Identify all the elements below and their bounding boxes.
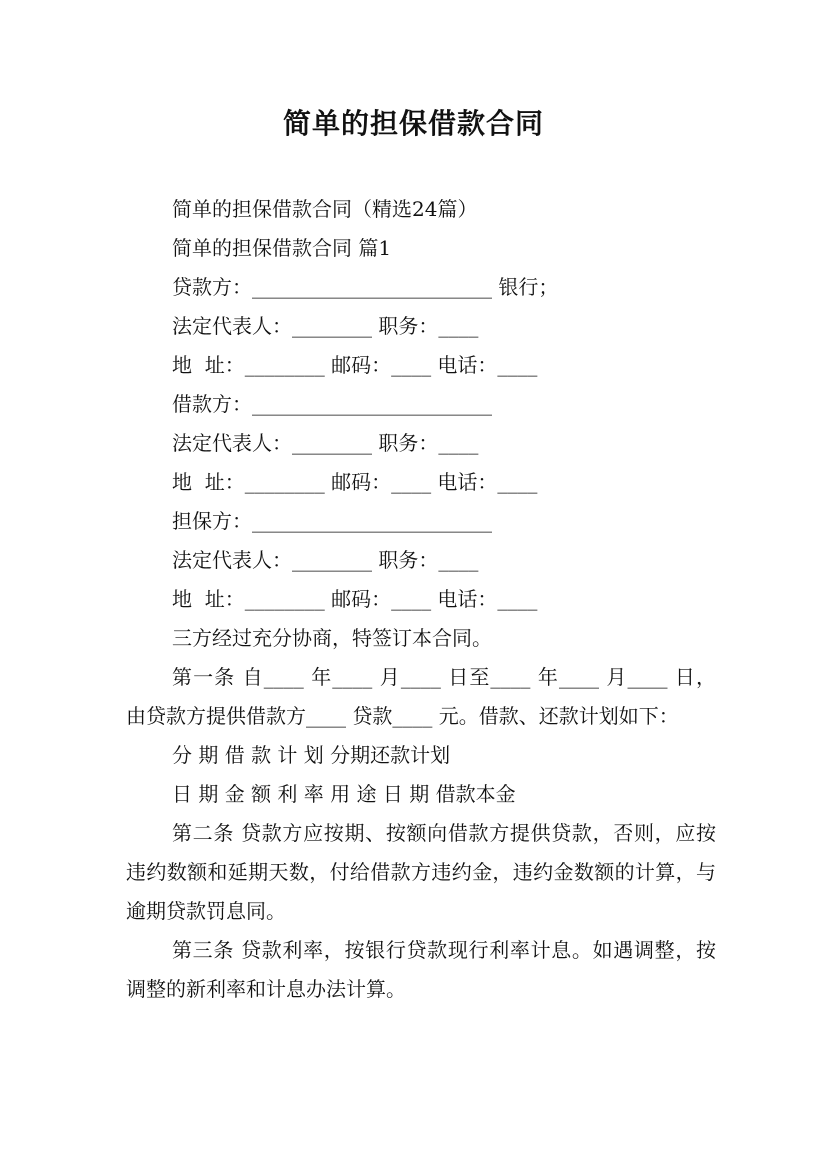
document-body	[126, 190, 716, 1009]
document-title: 简单的担保借款合同	[282, 107, 544, 140]
paragraph-plan-header: 分 期 借 款 计 划 分期还款计划	[172, 743, 451, 767]
paragraph-borrower-address: 地 址：________ 邮码：____ 电话：____	[172, 470, 538, 494]
paragraph-borrower-representative: 法定代表人：________ 职务：____	[172, 431, 479, 455]
paragraph-article-2: 第二条 贷款方应按期、按额向借款方提供贷款，否则，应按违约数额和延期天数，付给借款方违约金，违约金数额的计算，与逾期贷款罚息同。	[126, 821, 716, 923]
paragraph-lender-representative: 法定代表人：________ 职务：____	[172, 314, 479, 338]
paragraph-guarantor: 担保方：________________________	[172, 509, 492, 533]
paragraph-section-heading: 简单的担保借款合同 篇1	[172, 236, 392, 260]
paragraph-lender: 贷款方：________________________ 银行；	[172, 275, 559, 299]
paragraph-article-3: 第三条 贷款利率，按银行贷款现行利率计息。如遇调整，按调整的新利率和计息办法计算。	[126, 938, 716, 1001]
paragraph-subtitle: 简单的担保借款合同（精选24篇）	[172, 197, 478, 221]
paragraph-article-1: 第一条 自____ 年____ 月____ 日至____ 年____ 月____ 日，由贷款方提供借款方____ 贷款____ 元。借款、还款计划如下：	[126, 665, 716, 728]
paragraph-lender-address: 地 址：________ 邮码：____ 电话：____	[172, 353, 538, 377]
paragraph-borrower: 借款方：________________________	[172, 392, 492, 416]
paragraph-plan-columns: 日 期 金 额 利 率 用 途 日 期 借款本金	[172, 782, 516, 806]
paragraph-guarantor-address: 地 址：________ 邮码：____ 电话：____	[172, 587, 538, 611]
paragraph-guarantor-representative: 法定代表人：________ 职务：____	[172, 548, 479, 572]
paragraph-agreement-statement: 三方经过充分协商，特签订本合同。	[172, 626, 492, 650]
